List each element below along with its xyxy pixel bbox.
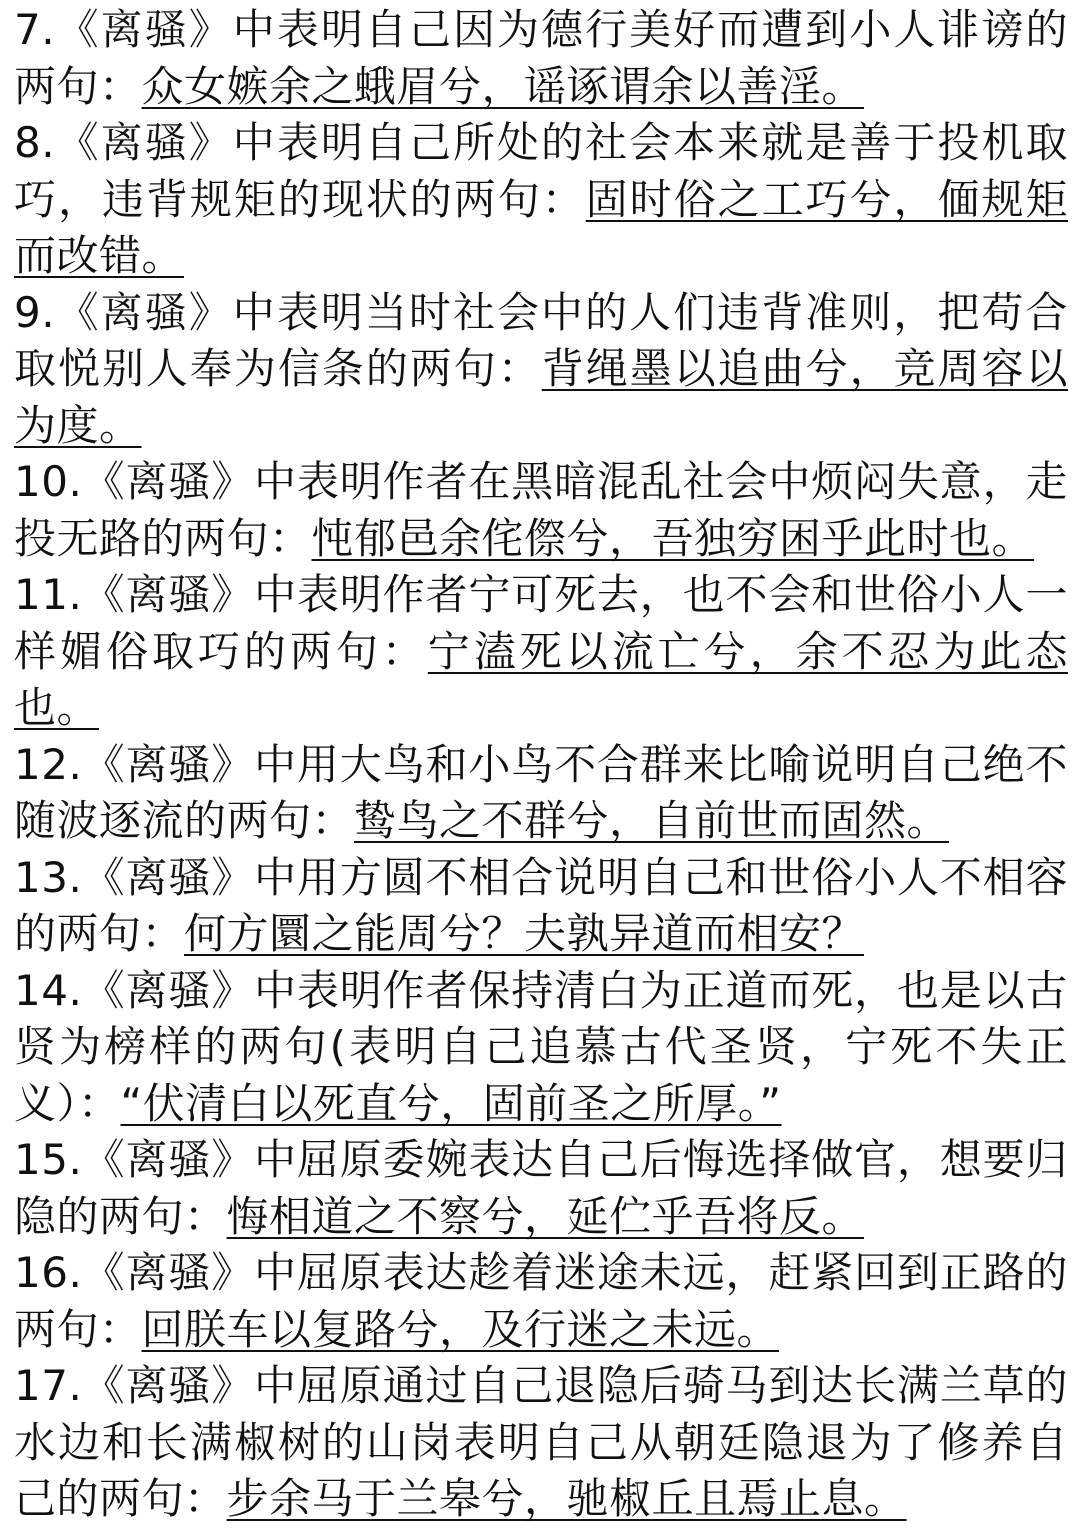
- item-answer: 固时俗之工巧兮，偭规矩而改错。: [14, 174, 1068, 280]
- item-question: 9.《离骚》中表明当时社会中的人们违背准则，把苟合取悦别人奉为信条的两句：: [14, 287, 1068, 393]
- item-13: [14, 850, 1068, 963]
- item-17: [14, 1358, 1068, 1528]
- item-12: [14, 737, 1068, 850]
- item-11: [14, 567, 1068, 737]
- item-15: [14, 1132, 1068, 1245]
- item-7: [14, 2, 1068, 115]
- item-16: [14, 1245, 1068, 1358]
- item-question: 8.《离骚》中表明自己所处的社会本来就是善于投机取巧，违背规矩的现状的两句：: [14, 118, 1068, 224]
- item-question: 14.《离骚》中表明作者保持清白为正道而死，也是以古贤为榜样的两句(表明自己追慕古代圣贤，宁死不失正义）：: [14, 965, 1068, 1128]
- item-9: [14, 285, 1068, 455]
- item-8: [14, 115, 1068, 285]
- item-answer: 回朕车以复路兮，及行迷之未远。: [141, 1304, 780, 1354]
- item-14: [14, 963, 1068, 1133]
- item-answer: 众女嫉余之蛾眉兮，谣诼谓余以善淫。: [141, 61, 865, 111]
- item-answer: 背绳墨以追曲兮，竞周容以为度。: [14, 344, 1068, 450]
- item-question: 11.《离骚》中表明作者宁可死去，也不会和世俗小人一样媚俗取巧的两句：: [14, 570, 1068, 676]
- item-question: 7.《离骚》中表明自己因为德行美好而遭到小人诽谤的两句：: [14, 5, 1068, 111]
- item-answer: 宁溘死以流亡兮，余不忍为此态也。: [14, 626, 1068, 732]
- item-question: 13.《离骚》中用方圆不相合说明自己和世俗小人不相容的两句：: [14, 852, 1068, 958]
- item-answer: 悔相道之不察兮，延伫乎吾将反。: [226, 1191, 865, 1241]
- item-question: 15.《离骚》中屈原委婉表达自己后悔选择做官，想要归隐的两句：: [14, 1135, 1068, 1241]
- item-question: 12.《离骚》中用大鸟和小鸟不合群来比喻说明自己绝不随波逐流的两句：: [14, 739, 1068, 845]
- item-answer: 忳郁邑余侘傺兮，吾独穷困乎此时也。: [311, 513, 1035, 563]
- item-answer: 鸷鸟之不群兮，自前世而固然。: [354, 796, 950, 845]
- item-answer: 何方圜之能周兮？夫孰异道而相安？: [184, 909, 865, 958]
- item-10: [14, 454, 1068, 567]
- item-answer: “伏清白以死直兮，固前圣之所厚。”: [120, 1078, 782, 1128]
- item-answer: 步余马于兰皋兮，驰椒丘且焉止息。: [226, 1474, 907, 1523]
- item-question: 16.《离骚》中屈原表达趁着迷途未远，赶紧回到正路的两句：: [14, 1248, 1068, 1354]
- item-question: 10.《离骚》中表明作者在黑暗混乱社会中烦闷失意，走投无路的两句：: [14, 457, 1068, 563]
- item-question: 17.《离骚》中屈原通过自己退隐后骑马到达长满兰草的水边和长满椒树的山岗表明自己从朝廷隐退为了修养自己的两句：: [14, 1361, 1068, 1523]
